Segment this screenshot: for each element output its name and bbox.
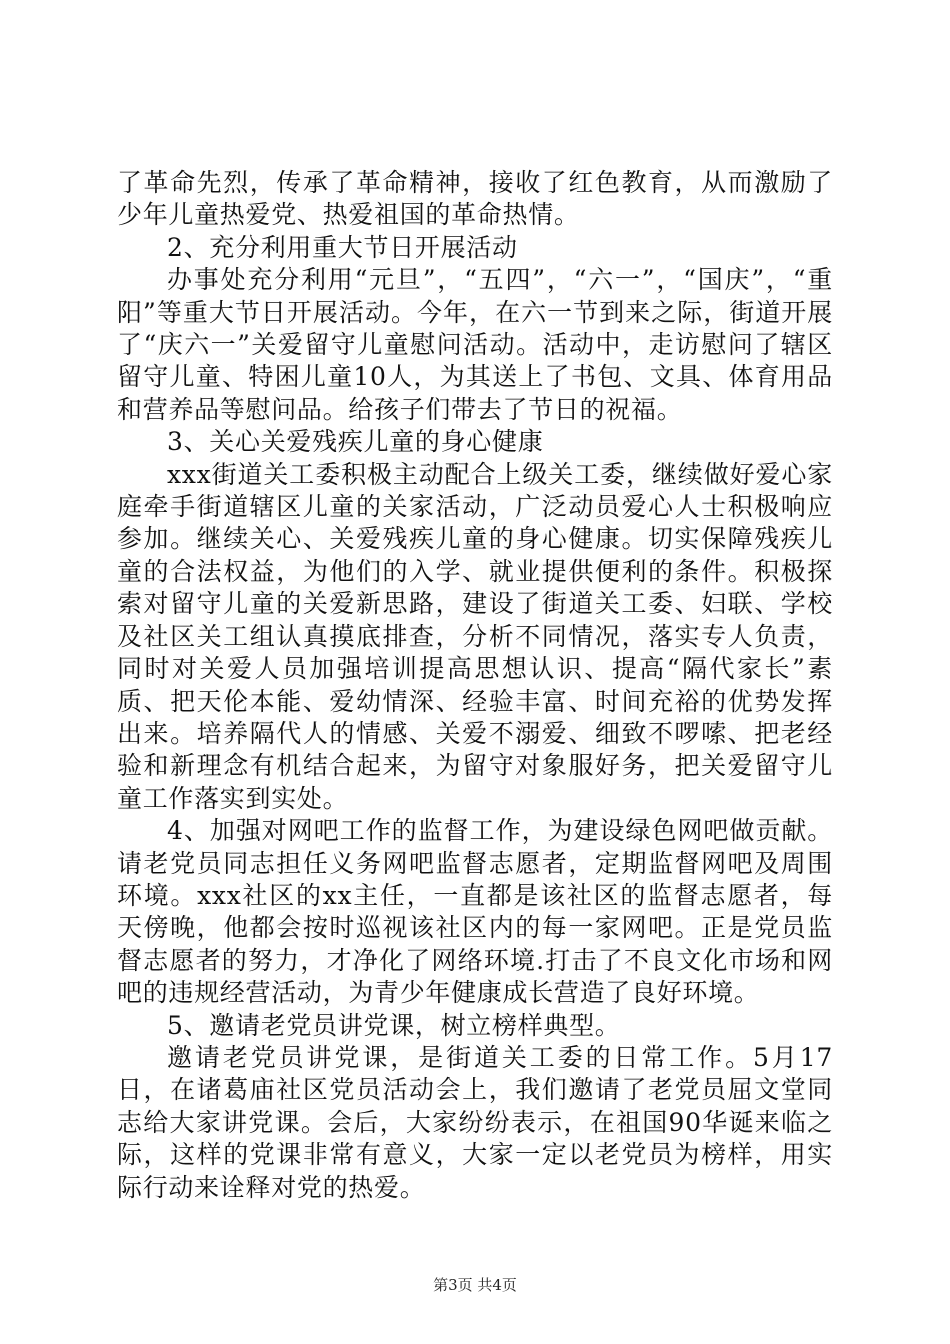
body-paragraph: xxx街道关工委积极主动配合上级关工委，继续做好爱心家庭牵手街道辖区儿童的关家活动，广泛动员爱心人士积极响应参加。继续关心、关爱残疾儿童的身心健康。切实保障残疾儿童的合法权益，为他们的入学、就业提供便利的条件。积极探索对留守儿童的关爱新思路，建设了街道关工委、妇联、学校及社区关工组认真摸底排查，分析不同情况，落实专人负责，同时对关爱人员加强培训提高思想认识、提高“隔代家长”素质、把天伦本能、爱幼情深、经验丰富、时间充裕的优势发挥出来。培养隔代人的情感、关爱不溺爱、细致不啰嗦、把老经验和新理念有机结合起来，为留守对象服好务，把关爱留守儿童工作落实到实处。 bbox=[117, 459, 833, 813]
body-paragraph: 4、加强对网吧工作的监督工作，为建设绿色网吧做贡献。请老党员同志担任义务网吧监督志愿者，定期监督网吧及周围环境。xxx社区的xx主任，一直都是该社区的监督志愿者，每天傍晚，他都会按时巡视该社区内的每一家网吧。正是党员监督志愿者的努力，才净化了网络环境.打击了不良文化市场和网吧的违规经营活动，为青少年健康成长营造了良好环境。 bbox=[117, 816, 833, 1008]
page-footer: 第3页 共4页 bbox=[433, 1276, 517, 1294]
section-heading: 5、邀请老党员讲党课，树立榜样典型。 bbox=[167, 1010, 621, 1040]
section-heading: 2、充分利用重大节日开展活动 bbox=[167, 232, 518, 262]
body-paragraph: 了革命先烈，传承了革命精神，接收了红色教育，从而激励了少年儿童热爱党、热爱祖国的革命热情。 bbox=[117, 168, 833, 230]
document-body bbox=[117, 167, 833, 1204]
body-paragraph: 邀请老党员讲党课，是街道关工委的日常工作。5月17日，在诸葛庙社区党员活动会上，我们邀请了老党员屈文堂同志给大家讲党课。会后，大家纷纷表示，在祖国90华诞来临之际，这样的党课非常有意义，大家一定以老党员为榜样，用实际行动来诠释对党的热爱。 bbox=[117, 1042, 833, 1202]
section-heading: 3、关心关爱残疾儿童的身心健康 bbox=[167, 427, 544, 457]
body-paragraph: 办事处充分利用“元旦”，“五四”，“六一”，“国庆”，“重阳”等重大节日开展活动。今年，在六一节到来之际，街道开展了“庆六一”关爱留守儿童慰问活动。活动中，走访慰问了辖区留守儿童、特困儿童10人，为其送上了书包、文具、体育用品和营养品等慰问品。给孩子们带去了节日的祝福。 bbox=[117, 265, 833, 424]
